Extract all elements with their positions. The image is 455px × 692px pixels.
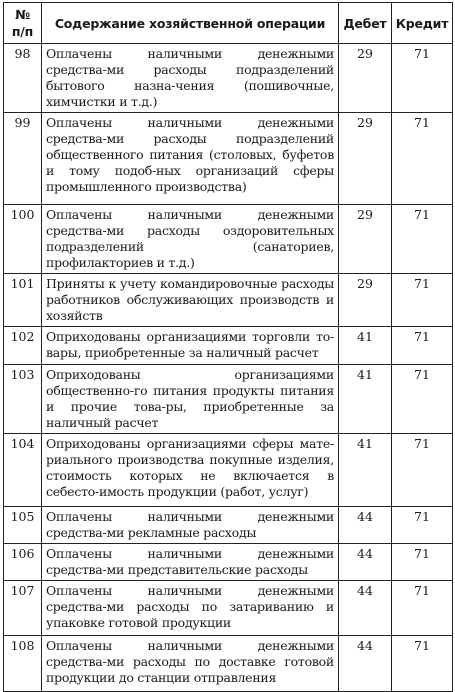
row-description: Оплачены наличными денежными средства-ми представительские расходы (42, 544, 339, 581)
operations-table (3, 2, 453, 692)
row-debet: 29 (339, 205, 392, 274)
row-number: 102 (4, 327, 42, 365)
row-debet: 44 (339, 544, 392, 581)
row-number: 108 (4, 636, 42, 692)
row-description: Оплачены наличными денежными средства-ми расходы оздоровительных подразделений (санаториев, профилакториев и т.д.) (42, 205, 339, 274)
row-description: Оприходованы организациями общественно-го питания продукты питания и прочие това-ры, приобретенные за наличный расчет (42, 365, 339, 434)
header-number (4, 3, 42, 44)
row-kredit: 71 (392, 205, 453, 274)
row-debet: 29 (339, 44, 392, 113)
row-description: Оплачены наличными денежными средства-ми расходы по затариванию и упаковке готовой продукции (42, 581, 339, 636)
row-number: 99 (4, 113, 42, 205)
row-description: Оплачены наличными денежными средства-ми расходы подразделений бытового назна-чения (пошивочные, химчистки и т.д.) (42, 44, 339, 113)
row-kredit: 71 (392, 44, 453, 113)
header-number-line2: п/п (11, 24, 34, 39)
row-debet: 41 (339, 327, 392, 365)
table-row (4, 581, 453, 636)
table-row (4, 544, 453, 581)
row-number: 107 (4, 581, 42, 636)
table-row (4, 434, 453, 507)
row-number: 101 (4, 274, 42, 327)
row-description: Приняты к учету командировочные расходы работников обслуживающих производств и хозяйств (42, 274, 339, 327)
row-description: Оприходованы организациями сферы мате-риального производства покупные изделия, стоимость которых не включается в себесто-имость продукции (работ, услуг) (42, 434, 339, 507)
row-number: 103 (4, 365, 42, 434)
header-row (4, 3, 453, 44)
row-debet: 44 (339, 581, 392, 636)
header-description: Содержание хозяйственной операции (42, 3, 339, 44)
table-row (4, 44, 453, 113)
table-body (4, 44, 453, 692)
row-kredit: 71 (392, 327, 453, 365)
table-row (4, 274, 453, 327)
row-kredit: 71 (392, 581, 453, 636)
row-debet: 41 (339, 434, 392, 507)
row-number: 104 (4, 434, 42, 507)
row-debet: 44 (339, 636, 392, 692)
row-number: 100 (4, 205, 42, 274)
row-description: Оплачены наличными денежными средства-ми рекламные расходы (42, 507, 339, 544)
header-kredit: Кредит (392, 3, 453, 44)
row-number: 98 (4, 44, 42, 113)
table-row (4, 365, 453, 434)
row-description: Оплачены наличными денежными средства-ми расходы подразделений общественного питания (столовых, буфетов и тому подоб-ных организаций сферы промышленного производства) (42, 113, 339, 205)
row-debet: 29 (339, 274, 392, 327)
row-debet: 29 (339, 113, 392, 205)
row-kredit: 71 (392, 636, 453, 692)
table-row (4, 507, 453, 544)
table-row (4, 327, 453, 365)
header-debet: Дебет (339, 3, 392, 44)
table-row (4, 205, 453, 274)
row-kredit: 71 (392, 365, 453, 434)
row-debet: 41 (339, 365, 392, 434)
header-number-line1: № (15, 7, 30, 22)
row-description: Оплачены наличными денежными средства-ми расходы по доставке готовой продукции до станции отправления (42, 636, 339, 692)
table-row (4, 113, 453, 205)
row-kredit: 71 (392, 274, 453, 327)
row-debet: 44 (339, 507, 392, 544)
row-kredit: 71 (392, 507, 453, 544)
table-header (4, 3, 453, 44)
row-kredit: 71 (392, 544, 453, 581)
row-kredit: 71 (392, 113, 453, 205)
row-kredit: 71 (392, 434, 453, 507)
row-description: Оприходованы организациями торговли то-вары, приобретенные за наличный расчет (42, 327, 339, 365)
row-number: 106 (4, 544, 42, 581)
row-number: 105 (4, 507, 42, 544)
table-row (4, 636, 453, 692)
